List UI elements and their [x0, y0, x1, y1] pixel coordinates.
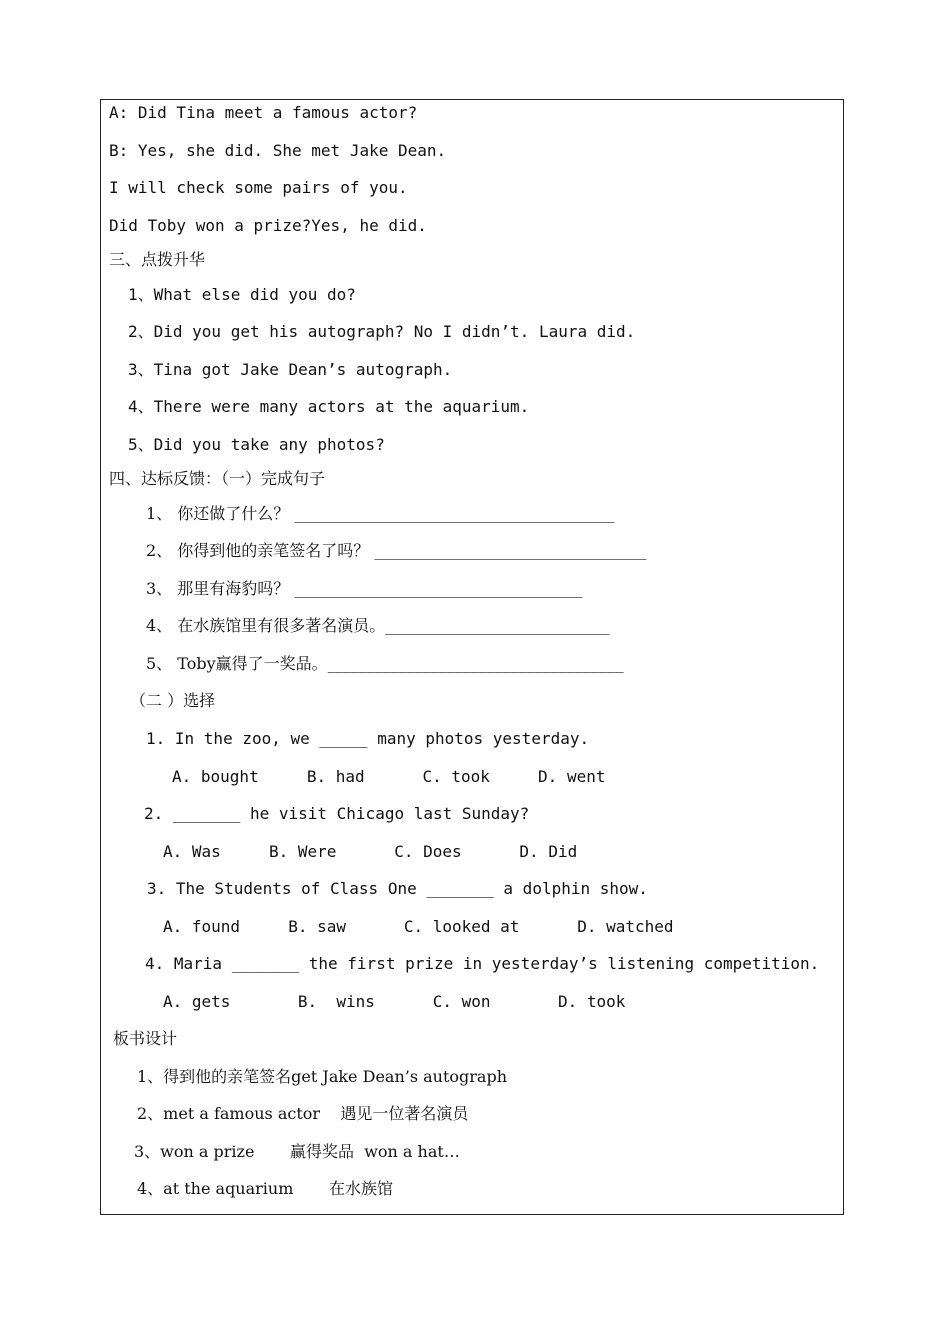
board-item-2: 2、met a famous actor 遇见一位著名演员 [137, 1104, 469, 1123]
section3-heading: 三、点拨升华 [109, 250, 206, 269]
section3-item-5: 5、Did you take any photos? [128, 435, 385, 454]
dialogue-line-a: A: Did Tina meet a famous actor? [109, 103, 418, 122]
choice-heading: （二 ）选择 [130, 691, 216, 710]
fill-item-1: 1、 你还做了什么？ ________________________________________ [146, 504, 615, 523]
toby-line: Did Toby won a prize?Yes, he did. [109, 216, 427, 235]
section3-item-2: 2、Did you get his autograph? No I didn’t. Laura did. [128, 322, 636, 341]
question-4: 4. Maria _______ the first prize in yesterday’s listening competition. [145, 954, 820, 973]
dialogue-line-b: B: Yes, she did. She met Jake Dean. [109, 141, 447, 160]
question-4-options: A. gets B. wins C. won D. took [163, 992, 626, 1011]
section3-item-3: 3、Tina got Jake Dean’s autograph. [128, 360, 453, 379]
section4-heading: 四、达标反馈：（一）完成句子 [109, 469, 326, 488]
board-item-1: 1、得到他的亲笔签名get Jake Dean’s autograph [137, 1067, 508, 1086]
section3-item-1: 1、What else did you do? [128, 285, 356, 304]
check-line: I will check some pairs of you. [109, 178, 408, 197]
section3-item-4: 4、There were many actors at the aquarium. [128, 397, 530, 416]
question-1: 1. In the zoo, we _____ many photos yesterday. [146, 729, 590, 748]
question-3-options: A. found B. saw C. looked at D. watched [163, 917, 674, 936]
fill-item-2: 2、 你得到他的亲笔签名了吗？ __________________________________ [146, 541, 647, 560]
question-1-options: A. bought B. had C. took D. went [172, 767, 606, 786]
fill-item-3: 3、 那里有海豹吗？ ____________________________________ [146, 579, 583, 598]
question-3: 3. The Students of Class One _______ a dolphin show. [147, 879, 648, 898]
board-item-3: 3、won a prize 赢得奖品 won a hat… [134, 1142, 460, 1161]
fill-item-5: 5、 Toby赢得了一奖品。_____________________________________ [146, 654, 624, 673]
board-item-4: 4、at the aquarium 在水族馆 [137, 1179, 393, 1198]
board-heading: 板书设计 [113, 1029, 178, 1048]
fill-item-4: 4、 在水族馆里有很多著名演员。____________________________ [146, 616, 610, 635]
question-2-options: A. Was B. Were C. Does D. Did [163, 842, 578, 861]
question-2: 2. _______ he visit Chicago last Sunday? [144, 804, 530, 823]
